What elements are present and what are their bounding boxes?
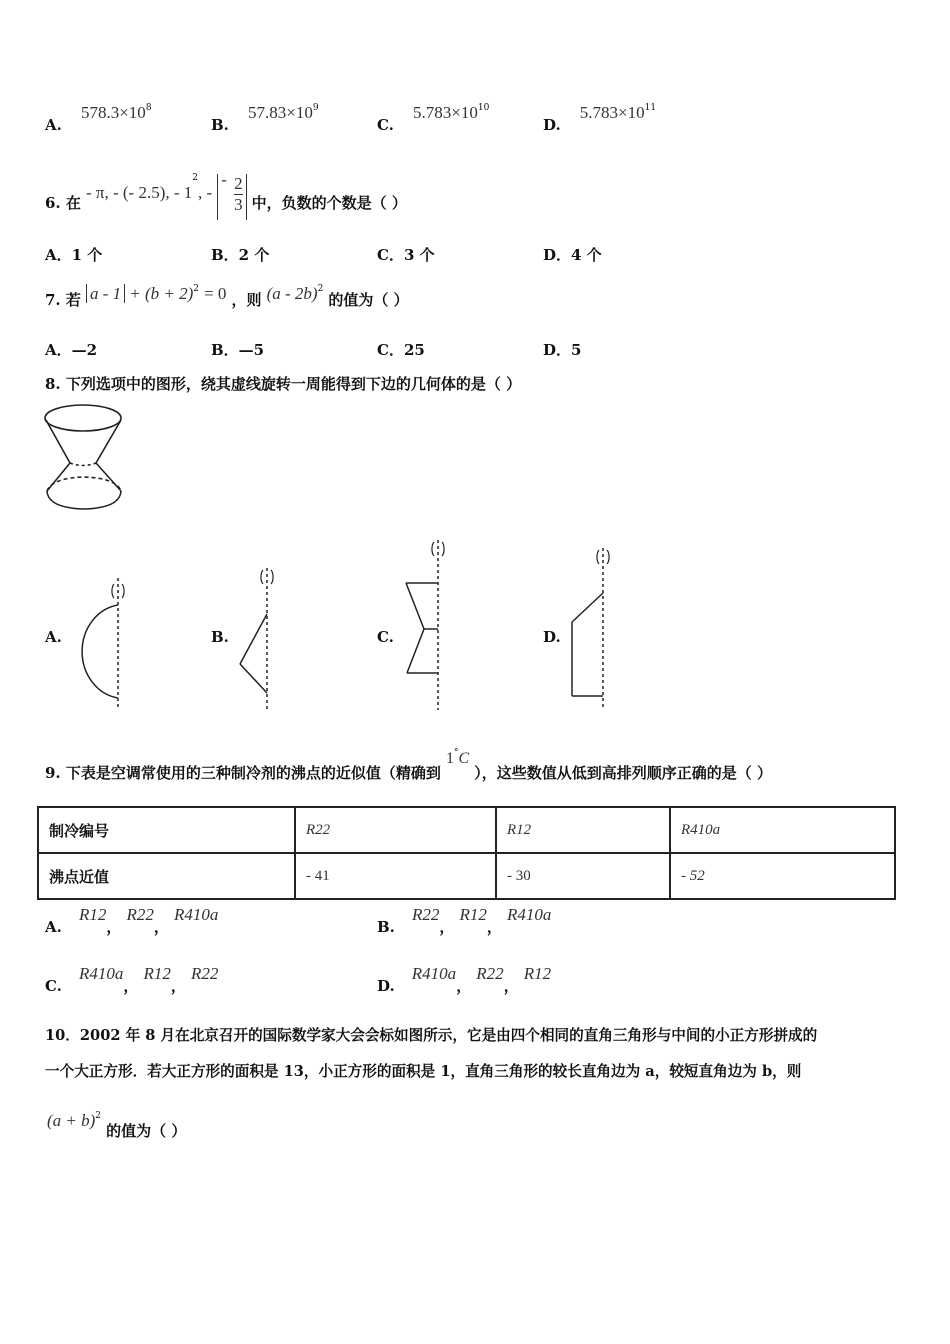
q5-option-d-letter: D. — [543, 116, 561, 134]
q5-option-a-exp: 8 — [145, 103, 152, 113]
q9-option-c-letter: C. — [45, 977, 62, 995]
q10-line-1: 10．2002 年 8 月在北京召开的国际数学家大会会标如图所示，它是由四个相同的直角三角形与中间的小正方形拼成的 — [45, 1027, 818, 1044]
q5-option-b-base: 57.83 — [248, 103, 287, 122]
q7-square-exp: 2 — [193, 284, 199, 294]
q9-option-item: R12 — [78, 905, 107, 924]
q6-frac-sign: - — [221, 170, 227, 189]
q5-option-a-letter: A. — [45, 116, 62, 134]
q5-option-b-exp: 9 — [312, 103, 319, 113]
q5-option-d-base: 5.783 — [579, 103, 619, 122]
q9-option-item: R22 — [126, 905, 154, 924]
q5-option-d-times: ×10 — [618, 103, 645, 122]
q7-target-expr: (a - 2b) — [266, 284, 318, 303]
q9-unit — [446, 748, 469, 768]
q6-option-a[interactable]: A．1 个 — [45, 246, 103, 264]
q6-option-b[interactable]: B．2 个 — [211, 246, 270, 264]
q6-option-d[interactable]: D．4 个 — [543, 246, 602, 264]
q7-target-exp: 2 — [317, 284, 324, 294]
table-header-cell: 沸点近值 — [38, 853, 295, 899]
q5-option-b-times: ×10 — [286, 103, 313, 122]
q10-expr-exp: 2 — [95, 1111, 102, 1121]
table-row — [38, 807, 895, 853]
q8-stem: 8. 下列选项中的图形，绕其虚线旋转一周能得到下边的几何体的是（ ） — [45, 375, 522, 393]
q7-equals: = 0 — [204, 284, 227, 303]
q9-option-item: R410a — [173, 905, 219, 924]
q7-suffix: 的值为（ ） — [328, 291, 409, 309]
table-cell: R22 — [295, 807, 496, 853]
table-cell: - 30 — [496, 853, 670, 899]
q9-option-b[interactable] — [377, 904, 552, 936]
q5-option-c-times: ×10 — [451, 103, 478, 122]
q9-sep: ， — [123, 977, 139, 995]
q9-sep: ， — [106, 918, 122, 936]
q6-abs-fraction — [217, 170, 246, 220]
q6-expr-tail: , - — [198, 182, 213, 202]
q9-option-d[interactable] — [377, 963, 552, 995]
q9-stem — [45, 748, 772, 782]
q7-prefix: 7. 若 — [45, 291, 81, 309]
boiling-point-table — [37, 806, 896, 900]
q5-option-d-exp: 11 — [644, 103, 657, 113]
q5-option-a[interactable] — [45, 103, 152, 134]
q9-sep: ， — [503, 977, 519, 995]
q7-mid: ，则 — [231, 291, 262, 309]
table-cell: - 41 — [295, 853, 496, 899]
q9-option-item: R12 — [143, 964, 171, 983]
q9-option-item: R22 — [476, 964, 504, 983]
q9-sep: ， — [456, 977, 472, 995]
table-header-cell: 制冷编号 — [38, 807, 295, 853]
q10-line-3 — [47, 1110, 187, 1140]
q7-square-expr: (b + 2) — [144, 284, 194, 303]
q9-unit-num: 1 — [445, 750, 454, 767]
q6-frac-den: 3 — [234, 195, 243, 214]
q9-option-item: R22 — [412, 905, 440, 924]
q9-option-b-letter: B. — [377, 918, 395, 936]
q6-option-c[interactable]: C．3 个 — [377, 246, 435, 264]
q5-option-a-times: ×10 — [119, 103, 146, 122]
q9-option-d-letter: D. — [377, 977, 395, 995]
q9-unit-c: C — [458, 750, 470, 767]
q9-sep: ， — [486, 918, 502, 936]
q7-abs-expr: a - 1 — [86, 284, 125, 303]
q9-option-a-letter: A. — [45, 918, 62, 936]
q9-option-item: R410a — [79, 964, 124, 983]
q9-option-item: R12 — [459, 905, 487, 924]
q8-option-c-label[interactable]: C. — [377, 628, 394, 646]
q9-sep: ， — [170, 977, 186, 995]
q10-expr: (a + b) — [47, 1111, 96, 1130]
q8-option-d-label[interactable]: D. — [543, 628, 561, 646]
q5-option-c-letter: C. — [377, 116, 394, 134]
q5-option-a-base: 578.3 — [80, 103, 120, 122]
q6-prefix: 6. 在 — [45, 193, 81, 212]
table-cell: R410a — [670, 807, 895, 853]
q9-option-c[interactable] — [45, 963, 219, 995]
q5-option-d[interactable] — [543, 103, 657, 134]
q9-option-item: R410a — [507, 905, 552, 924]
table-row — [38, 853, 895, 899]
q7-option-a[interactable]: A．—2 — [45, 341, 98, 359]
q9-option-item: R410a — [411, 964, 457, 983]
q9-stem-before: 9. 下表是空调常使用的三种制冷剂的沸点的近似值（精确到 — [45, 764, 441, 782]
q9-option-a[interactable] — [45, 904, 219, 936]
q7-plus: + — [130, 284, 140, 303]
q8-option-a-label[interactable]: A. — [45, 628, 62, 646]
q9-sep: ， — [439, 918, 455, 936]
q10-suffix: 的值为（ ） — [106, 1122, 187, 1140]
q5-option-c[interactable] — [377, 103, 490, 134]
q6-expr-main: - π, - (- 2.5), - 1 — [85, 182, 193, 202]
q7-option-c[interactable]: C．25 — [377, 341, 425, 359]
q8-option-b-label[interactable]: B. — [211, 628, 229, 646]
q7-option-d[interactable]: D．5 — [543, 341, 582, 359]
q9-option-item: R12 — [523, 964, 552, 983]
q7-stem — [45, 283, 409, 309]
q10-line-2: 一个大正方形．若大正方形的面积是 13，小正方形的面积是 1，直角三角形的较长直角边为 a，较短直角边为 b，则 — [45, 1063, 802, 1080]
q6-frac-num: 2 — [234, 174, 243, 193]
q9-unit-deg: ° — [453, 748, 459, 758]
q6-stem — [45, 160, 407, 214]
table-cell: - 52 — [670, 853, 895, 899]
table-cell: R12 — [496, 807, 670, 853]
q6-suffix: 中，负数的个数是（ ） — [251, 193, 407, 212]
q5-option-b[interactable] — [211, 103, 319, 134]
q5-option-c-base: 5.783 — [413, 103, 452, 122]
q6-expr-exp: 2 — [192, 172, 199, 183]
q9-sep: ， — [153, 918, 169, 936]
q5-option-b-letter: B. — [211, 116, 229, 134]
q9-stem-after: ），这些数值从低到高排列顺序正确的是（ ） — [474, 764, 772, 782]
q9-option-item: R22 — [191, 964, 219, 983]
q5-option-c-exp: 10 — [477, 103, 490, 113]
q7-option-b[interactable]: B．—5 — [211, 341, 265, 359]
